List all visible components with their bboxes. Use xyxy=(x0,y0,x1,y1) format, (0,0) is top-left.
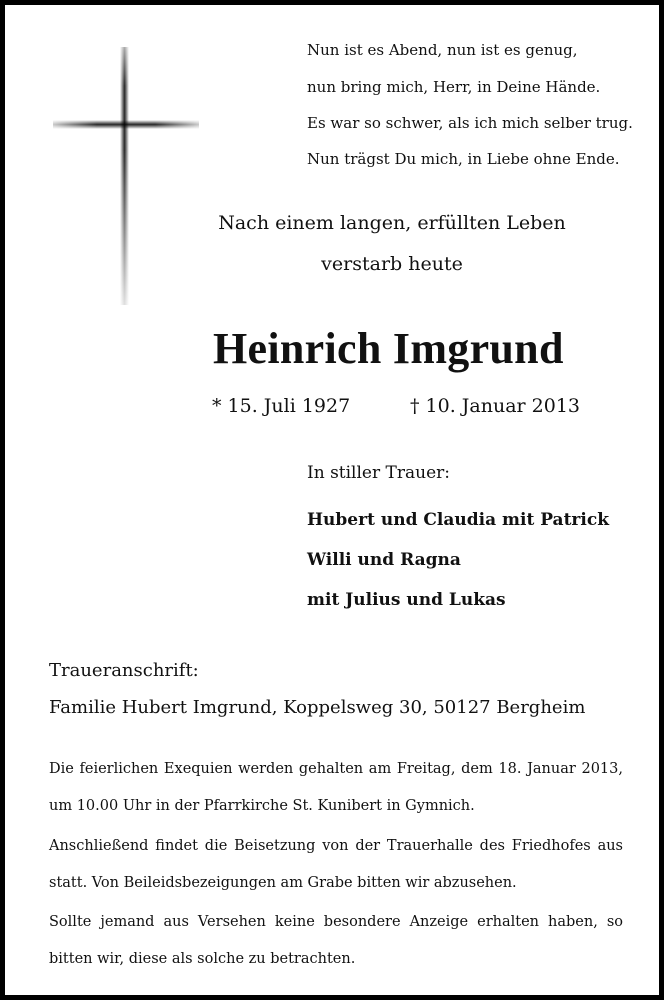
deceased-name: Heinrich Imgrund xyxy=(213,324,564,373)
poem-line: Nun ist es Abend, nun ist es genug, xyxy=(307,41,578,59)
notice-paragraph: Sollte jemand aus Versehen keine besondere Anzeige erhalten haben, so bitten wir, diese als solche zu betrachten. xyxy=(49,914,623,967)
address-label: Traueranschrift: xyxy=(49,660,199,681)
address-value: Familie Hubert Imgrund, Koppelsweg 30, 50127 Bergheim xyxy=(49,697,586,718)
poem-line: nun bring mich, Herr, in Deine Hände. xyxy=(307,78,601,96)
mourners-label: In stiller Trauer: xyxy=(307,463,450,483)
mourner-name: Willi und Ragna xyxy=(307,550,461,570)
birth-date: * 15. Juli 1927 xyxy=(212,395,351,417)
funeral-paragraph: Die feierlichen Exequien werden gehalten am Freitag, dem 18. Januar 2013, um 10.00 Uhr in der Pfarrkirche St. Kunibert in Gymnich. xyxy=(49,761,623,814)
burial-paragraph: Anschließend findet die Beisetzung von der Trauerhalle des Friedhofes aus statt. Von Beileidsbezeigungen am Grabe bitten wir abzusehen. xyxy=(49,838,623,891)
intro-line-1: Nach einem langen, erfüllten Leben xyxy=(218,212,566,234)
poem-line: Nun trägst Du mich, in Liebe ohne Ende. xyxy=(307,150,620,168)
poem-line: Es war so schwer, als ich mich selber trug. xyxy=(307,114,633,132)
mourner-name: Hubert und Claudia mit Patrick xyxy=(307,510,609,530)
death-date: † 10. Januar 2013 xyxy=(410,395,581,417)
cross-horizontal-beam xyxy=(53,120,199,129)
mourner-name: mit Julius und Lukas xyxy=(307,590,506,610)
intro-line-2: verstarb heute xyxy=(321,253,463,275)
